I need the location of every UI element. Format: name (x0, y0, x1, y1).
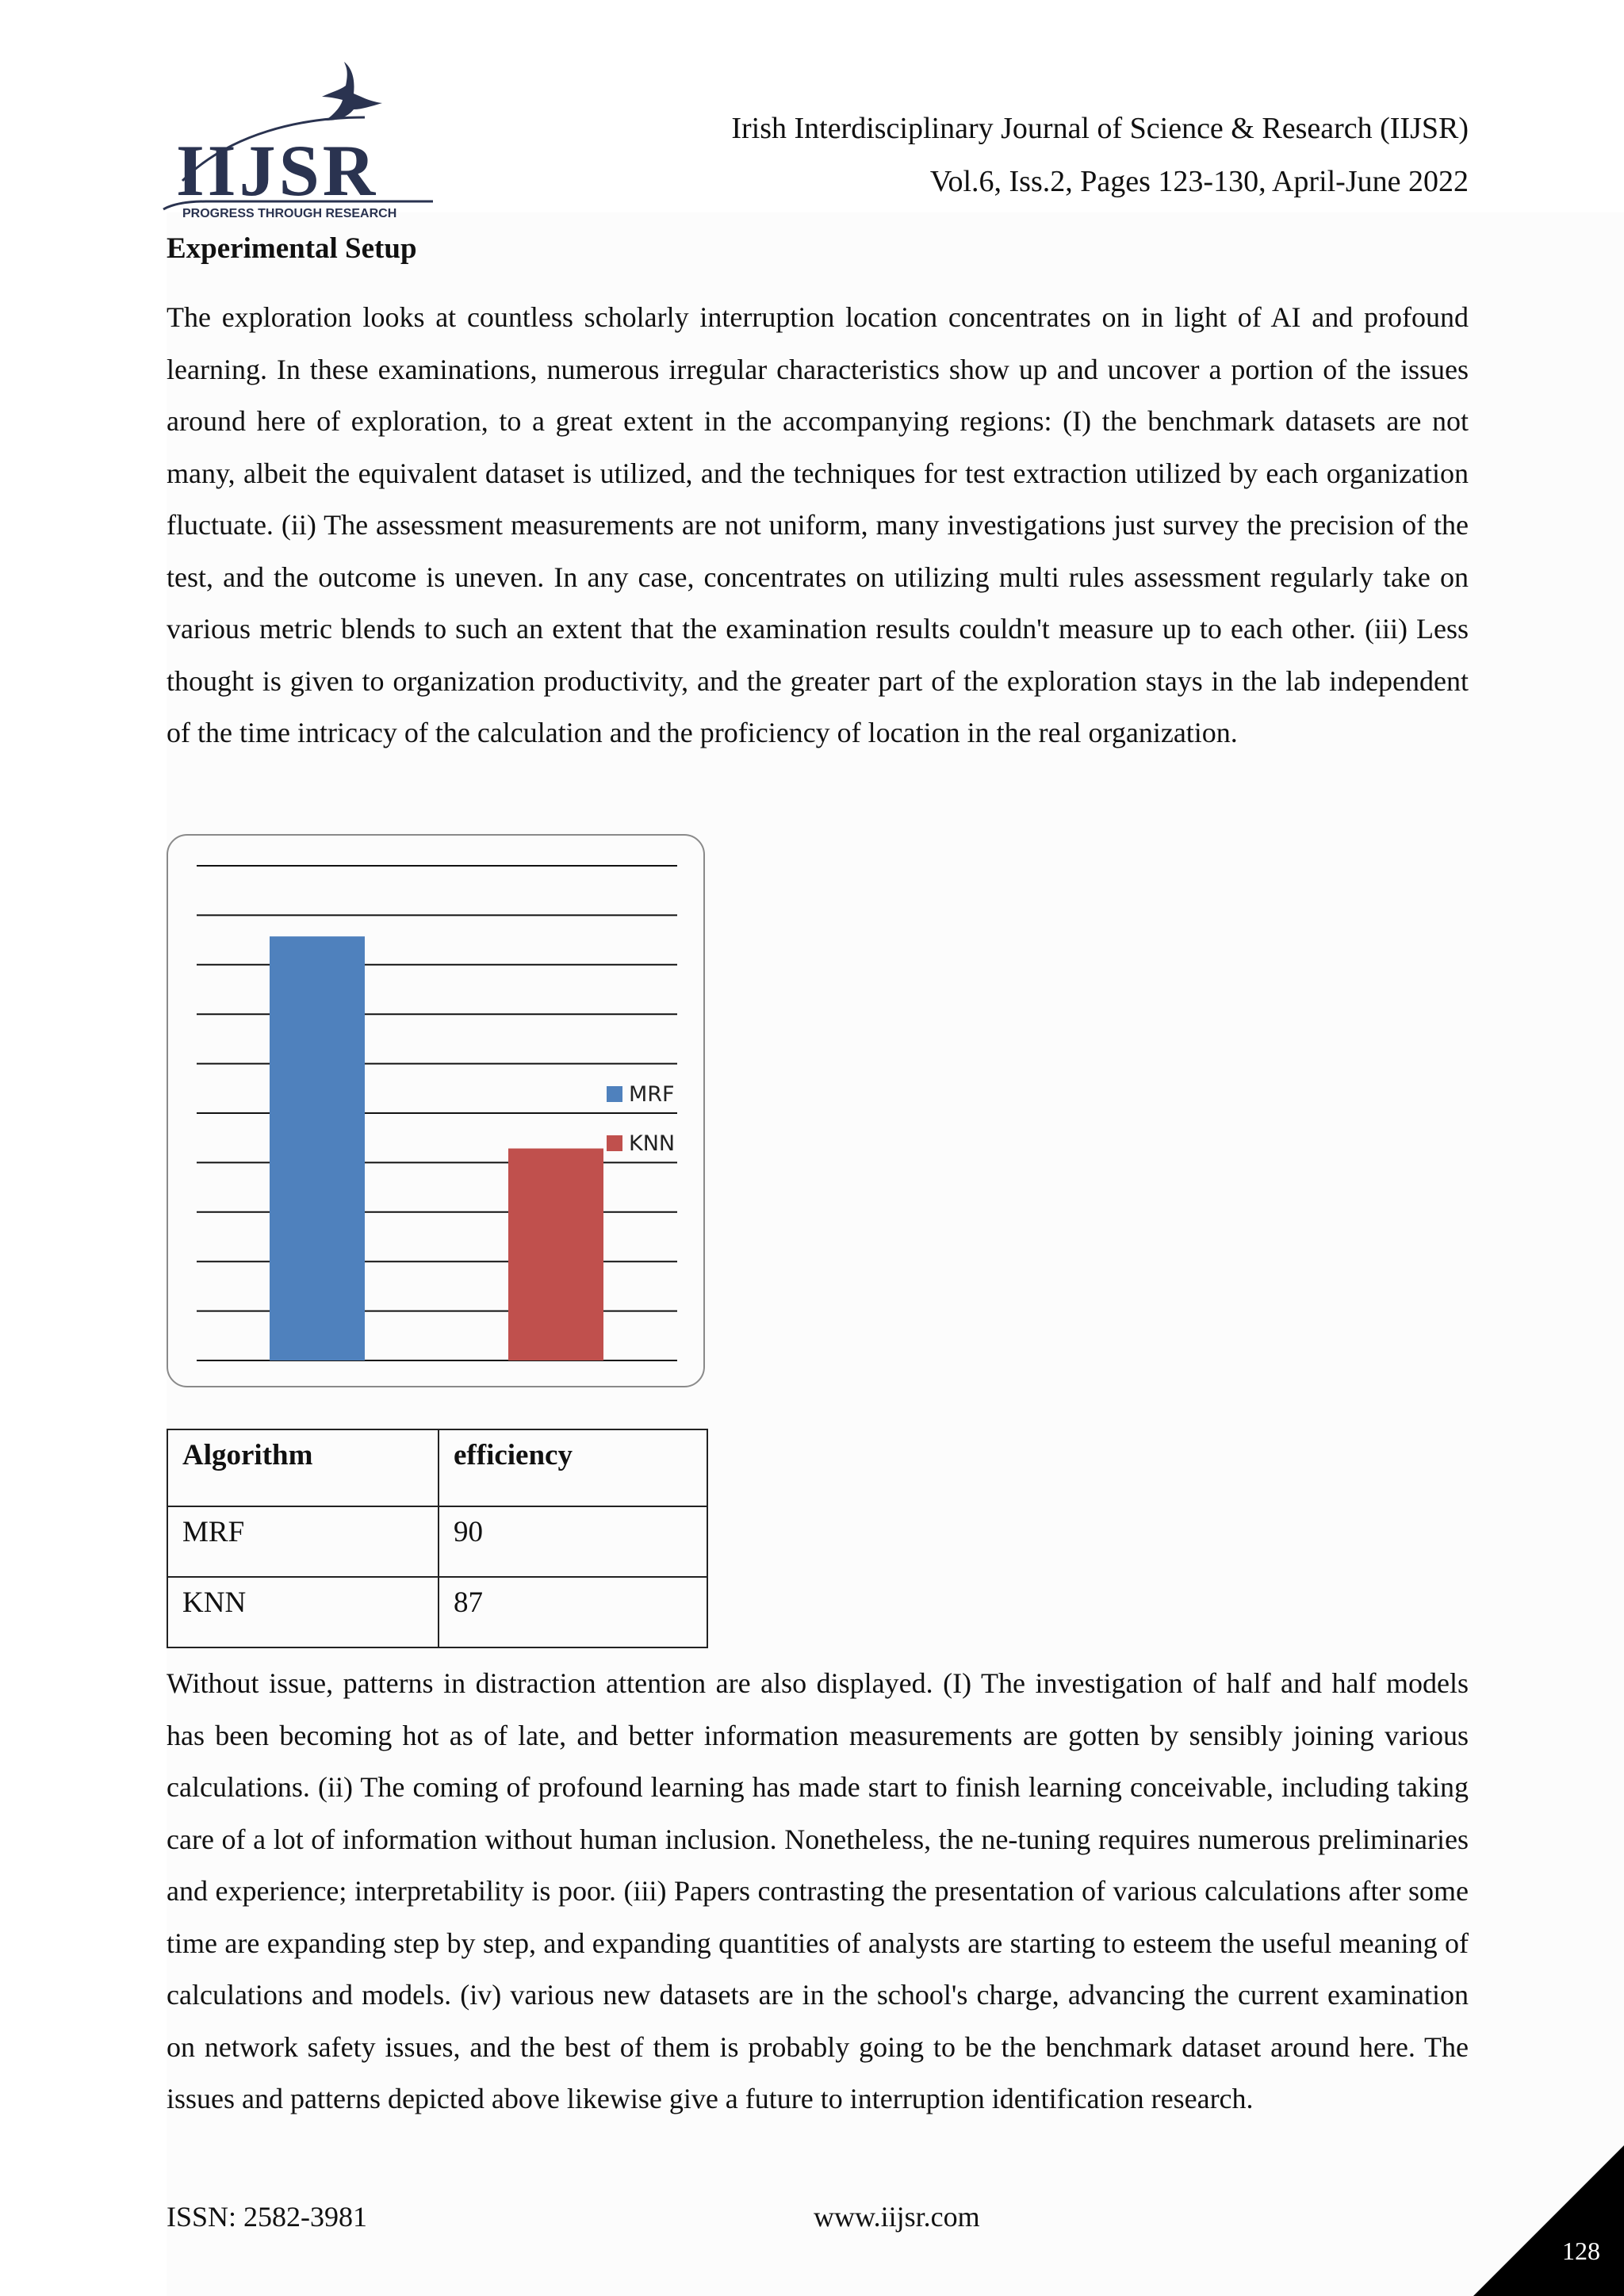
logo-text: IIJSR (176, 130, 379, 211)
efficiency-table (167, 1429, 708, 1648)
body-paragraph-2: Without issue, patterns in distraction attention are also displayed. (I) The investigation of half and half models has been becoming hot as of late, and better information measurements are gotten by sensibly joining various calculations. (ii) The coming of profound learning has made start to finish learning conceivable, including taking care of a lot of information without human inclusion. Nonetheless, the ne-tuning requires numerous preliminaries and experience; interpretability is poor. (iii) Papers contrasting the presentation of various calculations after some time are expanding step by step, and expanding quantities of analysts are starting to esteem the useful meaning of calculations and models. (iv) various new datasets are in the school's charge, advancing the current examination on network safety issues, and the best of them is probably going to be the benchmark dataset around here. The issues and patterns depicted above likewise give a future to interruption identification research. (167, 1667, 1469, 2114)
table-row (167, 1577, 707, 1647)
page-number: 128 (1562, 2237, 1600, 2265)
legend-item-mrf (607, 1070, 675, 1119)
page-corner-triangle (1473, 2145, 1624, 2296)
chart-gridlines (197, 866, 677, 1360)
footer-issn: ISSN: 2582-3981 (167, 2201, 368, 2233)
table-row (167, 1506, 707, 1577)
table-header-efficiency: efficiency (439, 1429, 707, 1506)
table-cell-algorithm: KNN (167, 1577, 439, 1647)
table-cell-efficiency: 87 (439, 1577, 707, 1647)
section-heading: Experimental Setup (167, 232, 417, 265)
legend-swatch-mrf (607, 1086, 622, 1102)
legend-label-mrf: MRF (629, 1081, 675, 1107)
chart-legend (607, 1070, 675, 1168)
footer-website-link[interactable]: www.iijsr.com (814, 2201, 980, 2233)
journal-logo (159, 62, 444, 220)
chart-bars (270, 936, 603, 1360)
legend-item-knn (607, 1119, 675, 1168)
table-cell-efficiency: 90 (439, 1506, 707, 1577)
logo-tagline: PROGRESS THROUGH RESEARCH (182, 207, 397, 220)
body-paragraph-1: The exploration looks at countless scholarly interruption location concentrates on in light of AI and profound learning. In these examinations, numerous irregular characteristics show up and uncover a portion of the issues around here of exploration, to a great extent in the accompanying regions: (I) the benchmark datasets are not many, albeit the equivalent dataset is utilized, and the techniques for test extraction utilized by each organization fluctuate. (ii) The assessment measurements are not uniform, many investigations just survey the precision of the test, and the outcome is uneven. In any case, concentrates on utilizing multi rules assessment regularly take on various metric blends to such an extent that the examination results couldn't measure up to each other. (iii) Less thought is given to organization productivity, and the greater part of the exploration stays in the lab independent of the time intricacy of the calculation and the proficiency of location in the real organization. (167, 301, 1469, 748)
chart-bar-mrf (270, 936, 365, 1360)
legend-swatch-knn (607, 1135, 622, 1151)
table-cell-algorithm: MRF (167, 1506, 439, 1577)
journal-name: Irish Interdisciplinary Journal of Science & Research (IIJSR) (731, 112, 1469, 145)
table-header-row (167, 1429, 707, 1506)
efficiency-bar-chart (167, 834, 705, 1387)
legend-label-knn: KNN (629, 1131, 676, 1156)
chart-bar-knn (508, 1149, 603, 1360)
issue-info: Vol.6, Iss.2, Pages 123-130, April-June 2022 (929, 165, 1469, 198)
table-header-algorithm: Algorithm (167, 1429, 439, 1506)
